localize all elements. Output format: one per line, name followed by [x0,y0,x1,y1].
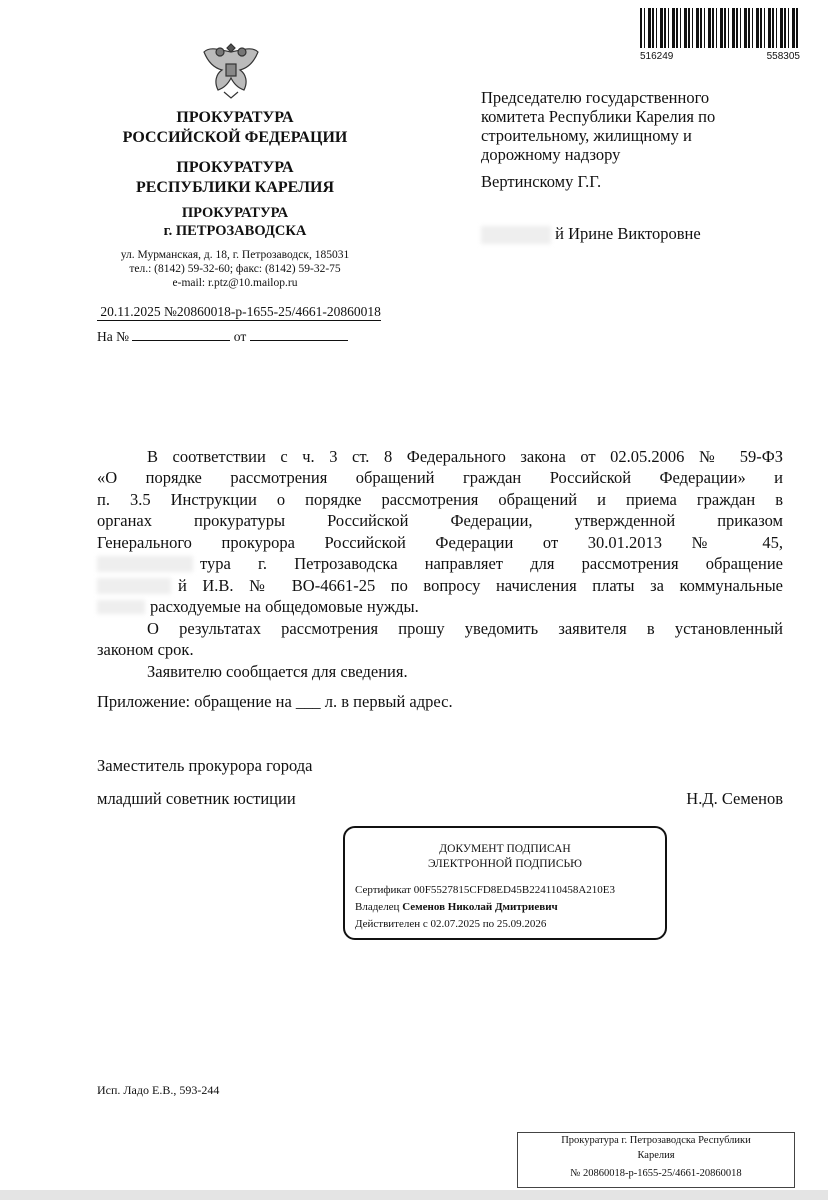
signer-position: Заместитель прокурора города [97,756,313,775]
signer-rank: младший советник юстиции [97,789,296,808]
redacted-text [97,556,193,572]
body-line: расходуемые на общедомовые нужды. [150,597,419,616]
org-federal: ПРОКУРАТУРА РОССИЙСКОЙ ФЕДЕРАЦИИ [122,109,348,146]
body-line: п. 3.5 Инструкции о порядке рассмотрения обращений и приема граждан в [97,490,783,509]
recipient-block: Председателю государственного комитета Республики Карелия по строительному, жилищному и дорожному надзору [481,88,716,164]
redacted-text [97,600,145,614]
body-line: Генерального прокурора Российской Федерации от 30.01.2013 № 45, [97,533,783,552]
registration-stamp: Прокуратура г. Петрозаводска Республики Карелия № 20860018-р-1655-25/4661-20860018 [517,1132,795,1188]
body-line: тура г. Петрозаводска направляет для рассмотрения обращение [200,554,783,573]
recipient-name: Вертинскому Г.Г. [481,172,602,191]
body-line: й И.В. № ВО-4661-25 по вопросу начисления платы за коммунальные [178,576,783,595]
executor-info: Исп. Ладо Е.В., 593-244 [97,1083,220,1097]
reference-line: На № от [97,329,348,345]
signer-name: Н.Д. Семенов [686,789,783,808]
body-line: «О порядке рассмотрения обращений граждан Российской Федерации» и [97,468,783,487]
body-line: законом срок. [97,640,194,659]
page-edge [0,1190,828,1200]
barcode: 516249 558305 [640,8,800,62]
body-line: Заявителю сообщается для сведения. [147,662,408,681]
body-line: О результатах рассмотрения прошу уведомить заявителя в установленный [147,619,783,638]
outgoing-date-number: 20.11.2025 №20860018-р-1655-25/4661-20860018 [97,304,381,321]
coat-of-arms-emblem [200,38,262,100]
org-republic: ПРОКУРАТУРА РЕСПУБЛИКИ КАРЕЛИЯ [135,159,335,196]
org-contacts: ул. Мурманская, д. 18, г. Петрозаводск, 185031 тел.: (8142) 59-32-60; факс: (8142) 59-32-75 e-mail: r.ptz@10.mailop.ru [120,249,350,289]
org-city: ПРОКУРАТУРА г. ПЕТРОЗАВОДСКА [163,205,307,239]
body-line: В соответствии с ч. 3 ст. 8 Федерального закона от 02.05.2006 № 59-ФЗ [147,447,783,466]
applicant-name: й Ирине Викторовне [481,224,701,244]
electronic-signature-stamp: ДОКУМЕНТ ПОДПИСАН ЭЛЕКТРОННОЙ ПОДПИСЬЮ Сертификат 00F5527815CFD8ED45B224110458A210E3 Владелец Семенов Николай Дмитриевич Действителен с 02.07.2025 по 25.09.2026 [343,826,667,940]
redacted-text [97,578,171,594]
attachment-line: Приложение: обращение на ___ л. в первый адрес. [97,692,453,711]
body-line: органах прокуратуры Российской Федерации, утвержденной приказом [97,511,783,530]
